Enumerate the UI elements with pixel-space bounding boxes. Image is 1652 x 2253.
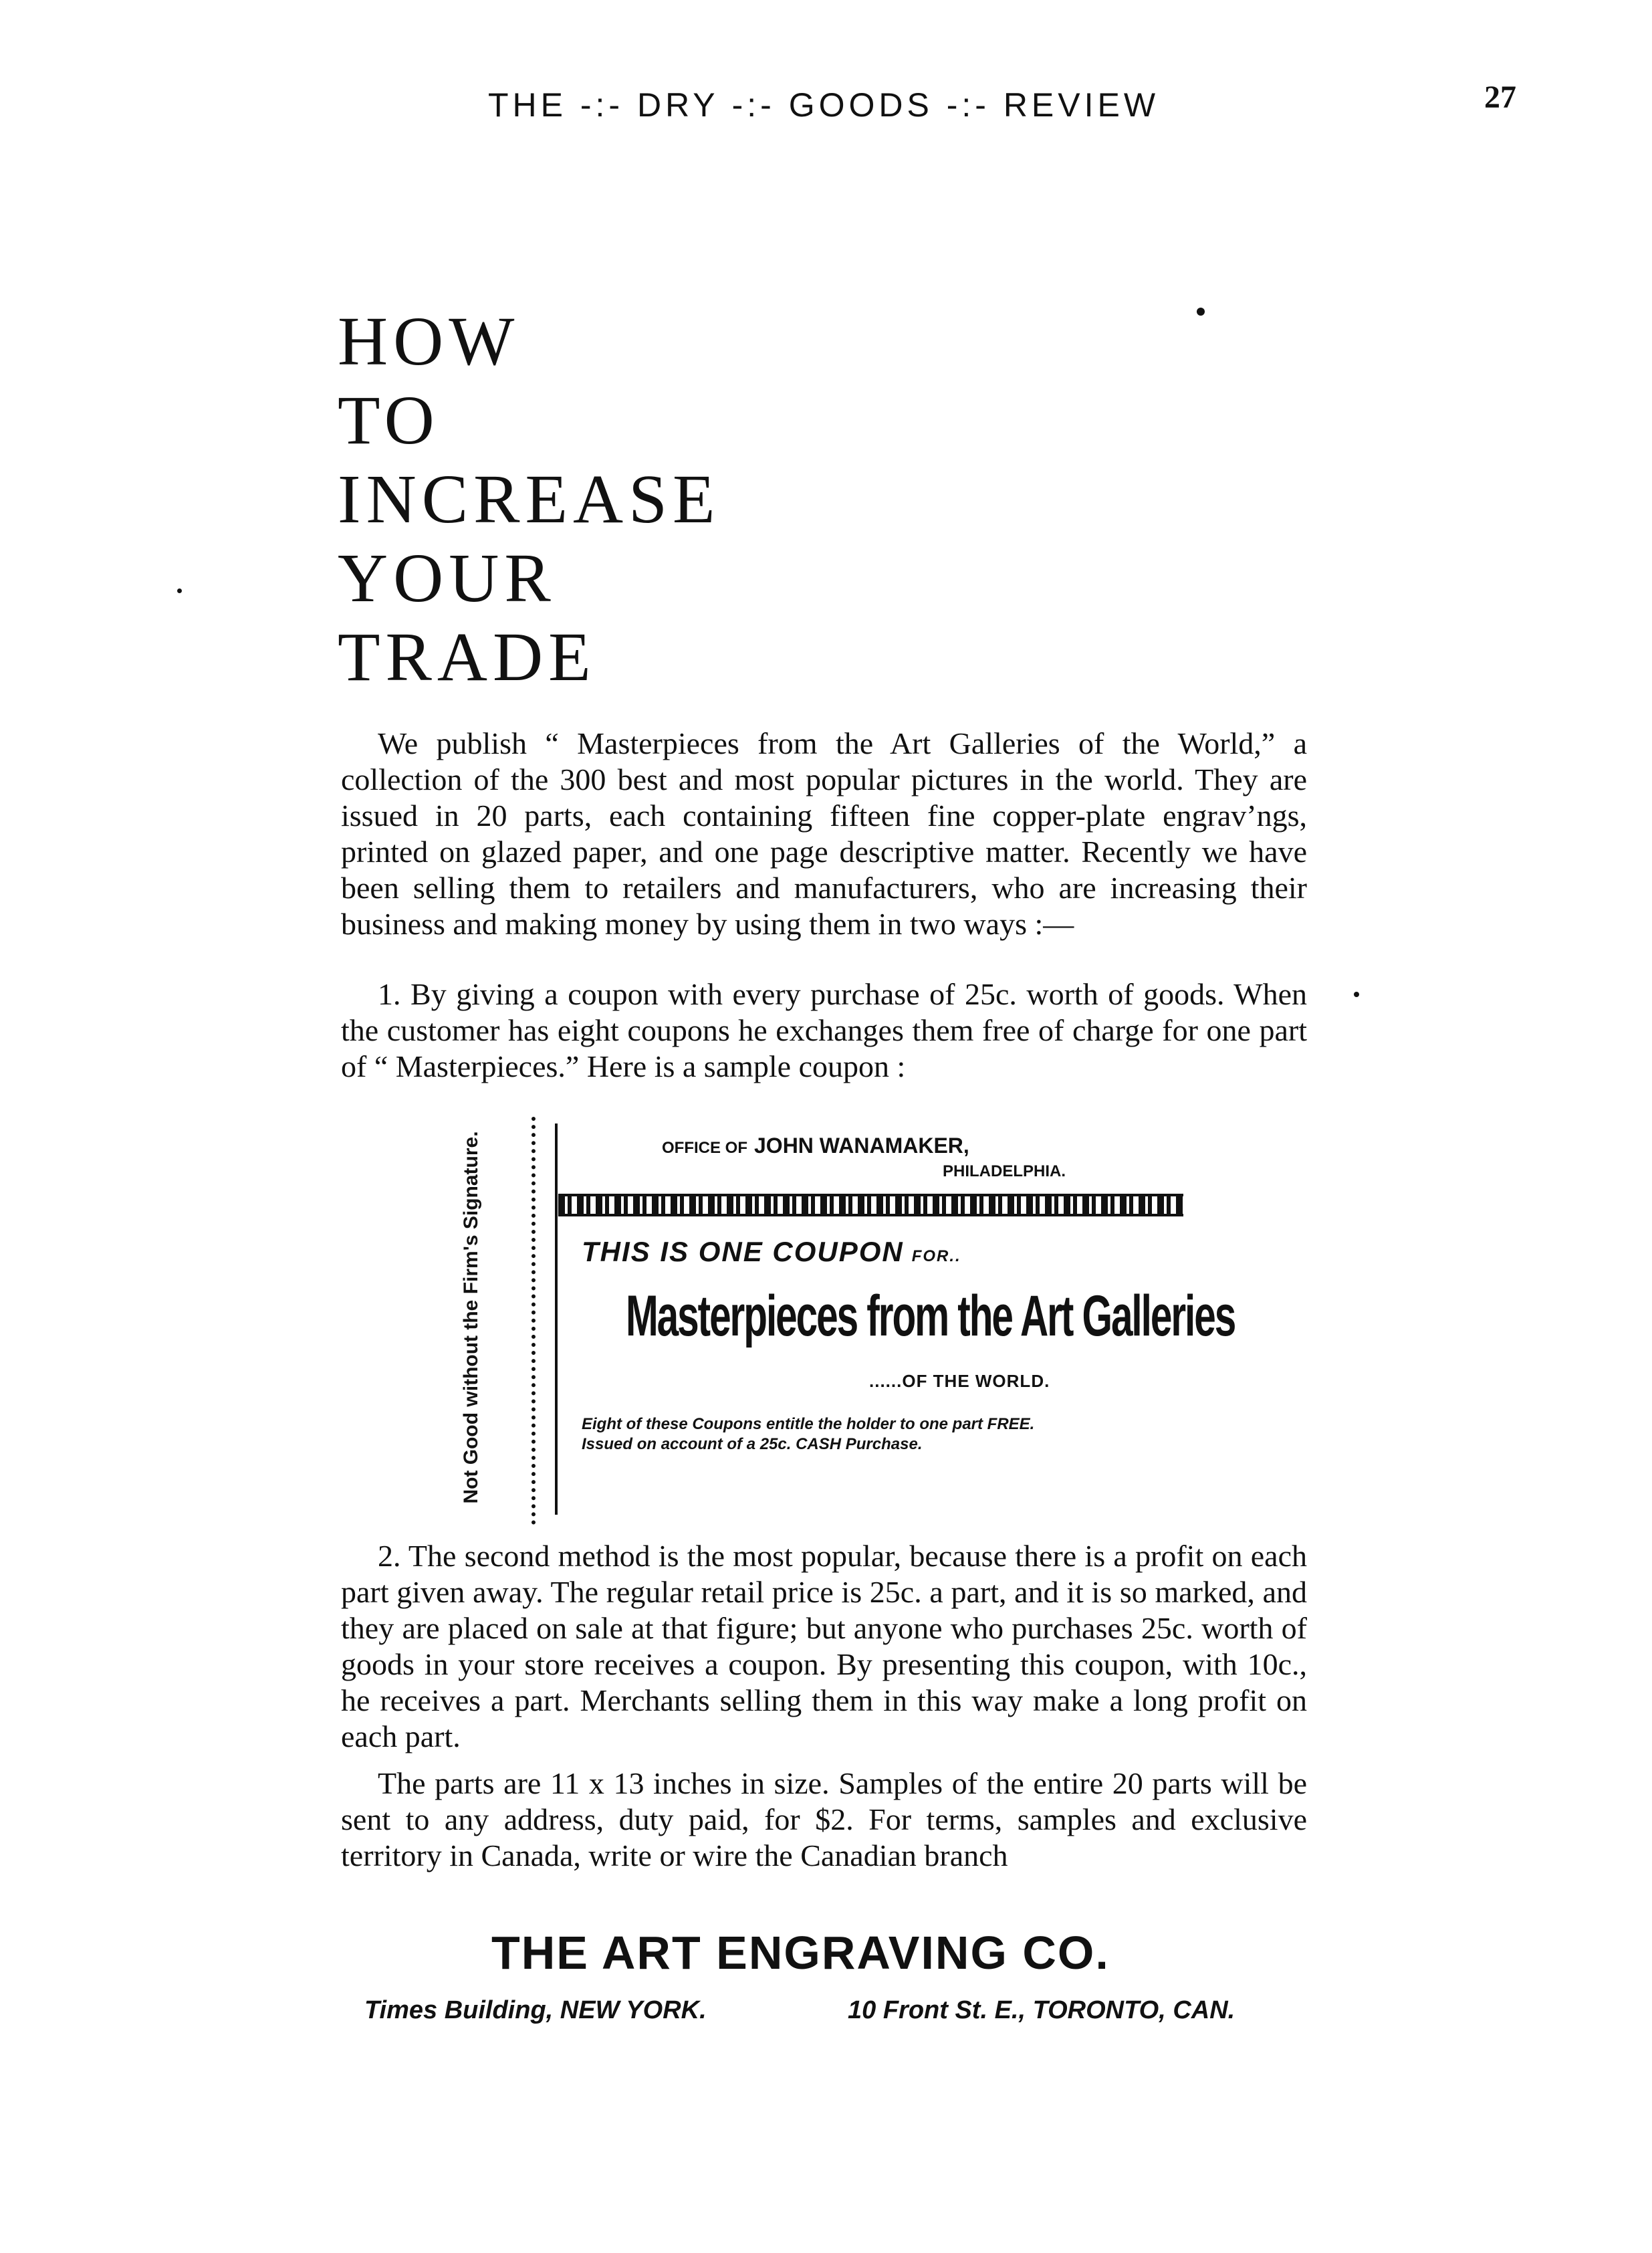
address-toronto: 10 Front St. E., TORONTO, CAN. <box>848 1996 1235 2024</box>
page-number: 27 <box>1484 80 1516 115</box>
coupon-side-text: Not Good without the Firm's Signature. <box>460 1131 482 1504</box>
method-one-paragraph: 1. By giving a coupon with every purchase of 25c. worth of goods. When the customer has eight coupons he exchanges them free of charge for one part of “ Masterpieces.” Here is a sample coupon : <box>341 977 1307 1083</box>
coupon-office-name: JOHN WANAMAKER, <box>754 1134 969 1158</box>
intro-paragraph: We publish “ Masterpieces from the Art Galleries of the World,” a collection of the 300 best and most popular pictures in the world. They are issued in 20 parts, each containing fifteen fine copper-plate engrav’ngs, printed on glazed paper, and one page descriptive matter. Recently we have been selling them to retailers and manufacturers, who are increasing their business and making money by using them in two ways :— <box>341 726 1307 941</box>
company-name: THE ART ENGRAVING CO. <box>491 1927 1110 1979</box>
coupon-divider <box>555 1123 558 1515</box>
coupon-ornamental-border <box>558 1194 1183 1216</box>
headline-line: INCREASE <box>338 461 721 538</box>
coupon-office <box>662 1134 969 1158</box>
headline-line: HOW <box>338 303 520 380</box>
headline <box>338 302 1274 697</box>
coupon-heading-text: THIS IS ONE COUPON <box>582 1236 904 1267</box>
parts-info-paragraph: The parts are 11 x 13 inches in size. Samples of the entire 20 parts will be sent to any address, duty paid, for $2. For terms, samples and exclusive territory in Canada, write or wire the Canadian branch <box>341 1766 1307 1872</box>
coupon-of-world: ......OF THE WORLD. <box>869 1371 1050 1391</box>
address-new-york: Times Building, NEW YORK. <box>364 1996 707 2024</box>
coupon-signature-strip <box>441 1110 501 1525</box>
headline-line: YOUR <box>338 540 556 617</box>
coupon-title: Masterpieces from the Art Galleries <box>626 1284 1235 1348</box>
coupon-city: PHILADELPHIA. <box>943 1162 1066 1180</box>
coupon-perforation <box>532 1117 536 1525</box>
coupon-fine-print: Eight of these Coupons entitle the holder to one part FREE. Issued on account of a 25c. CASH Purchase. <box>582 1415 1035 1453</box>
coupon-for-word: FOR.. <box>911 1247 961 1265</box>
sample-coupon <box>441 1110 1235 1525</box>
coupon-office-prefix: OFFICE OF <box>662 1139 747 1157</box>
scan-speck <box>1354 992 1359 997</box>
running-head: THE -:- DRY -:- GOODS -:- REVIEW <box>488 86 1160 124</box>
headline-line: TRADE <box>338 619 596 695</box>
headline-line: TO <box>338 382 440 459</box>
coupon-heading <box>582 1236 961 1268</box>
scan-speck <box>177 588 182 593</box>
scan-speck <box>1197 308 1205 316</box>
method-two-paragraph: 2. The second method is the most popular, because there is a profit on each part given away. The regular retail price is 25c. a part, and it is so marked, and they are placed on sale at that figure; but anyone who purchases 25c. worth of goods in your store receives a coupon. By presenting this coupon, with 10c., he receives a part. Merchants selling them in this way make a long profit on each part. <box>341 1539 1307 1753</box>
